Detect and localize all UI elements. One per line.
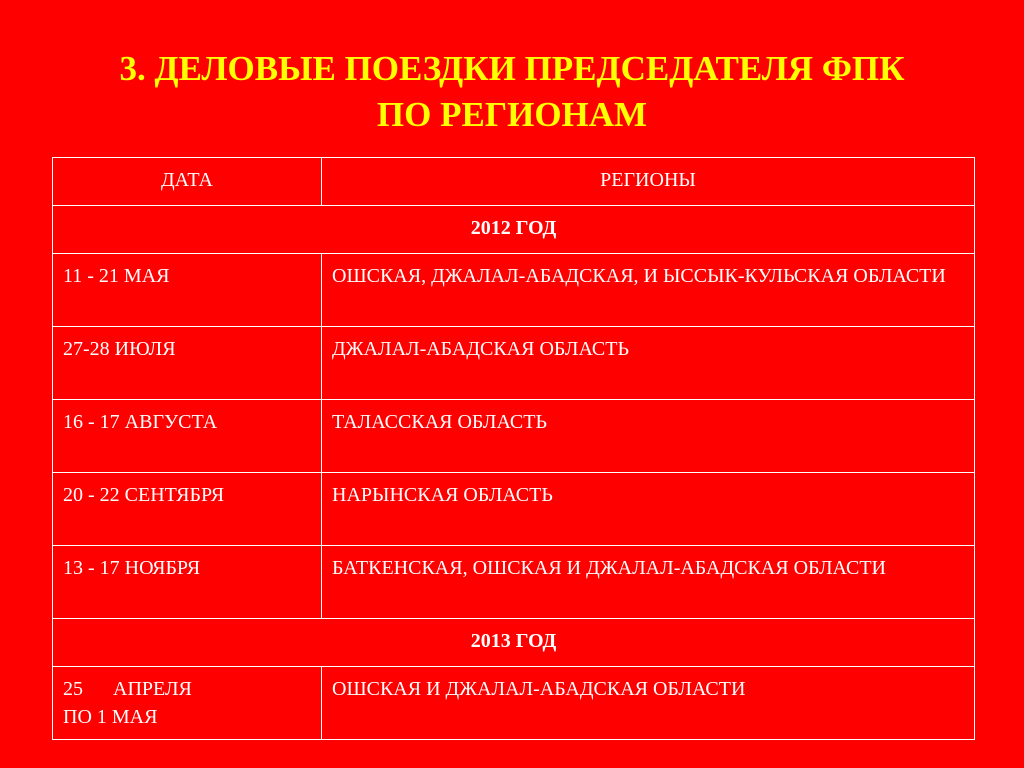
trips-table [52,157,975,740]
date-cell [53,667,322,740]
date-end: ПО 1 МАЯ [63,706,158,728]
date-cell: 13 - 17 НОЯБРЯ [53,546,322,619]
regions-cell: ОШСКАЯ, ДЖАЛАЛ-АБАДСКАЯ, И ЫССЫК-КУЛЬСКАЯ ОБЛАСТИ [322,254,975,327]
regions-cell: БАТКЕНСКАЯ, ОШСКАЯ И ДЖАЛАЛ-АБАДСКАЯ ОБЛАСТИ [322,546,975,619]
table-header-row [53,158,975,206]
date-cell: 16 - 17 АВГУСТА [53,400,322,473]
year-label-2013: 2013 ГОД [53,619,975,667]
regions-cell: ТАЛАССКАЯ ОБЛАСТЬ [322,400,975,473]
slide-title [0,46,1024,138]
table-row [53,473,975,546]
table-row [53,400,975,473]
date-month: АПРЕЛЯ [113,678,192,700]
year-row-2013 [53,619,975,667]
slide-title-line-2: ПО РЕГИОНАМ [376,95,648,134]
regions-cell: ОШСКАЯ И ДЖАЛАЛ-АБАДСКАЯ ОБЛАСТИ [322,667,975,740]
regions-cell: ДЖАЛАЛ-АБАДСКАЯ ОБЛАСТЬ [322,327,975,400]
year-row-2012 [53,206,975,254]
table-row [53,254,975,327]
regions-cell: НАРЫНСКАЯ ОБЛАСТЬ [322,473,975,546]
header-regions: РЕГИОНЫ [322,158,975,206]
year-label-2012: 2012 ГОД [53,206,975,254]
table-row [53,667,975,740]
date-cell: 27-28 ИЮЛЯ [53,327,322,400]
date-cell: 20 - 22 СЕНТЯБРЯ [53,473,322,546]
date-cell: 11 - 21 МАЯ [53,254,322,327]
header-date: ДАТА [53,158,322,206]
table-row [53,327,975,400]
date-day: 25 [63,678,83,700]
table-row [53,546,975,619]
slide-title-line-1: 3. ДЕЛОВЫЕ ПОЕЗДКИ ПРЕДСЕДАТЕЛЯ ФПК [119,49,905,88]
